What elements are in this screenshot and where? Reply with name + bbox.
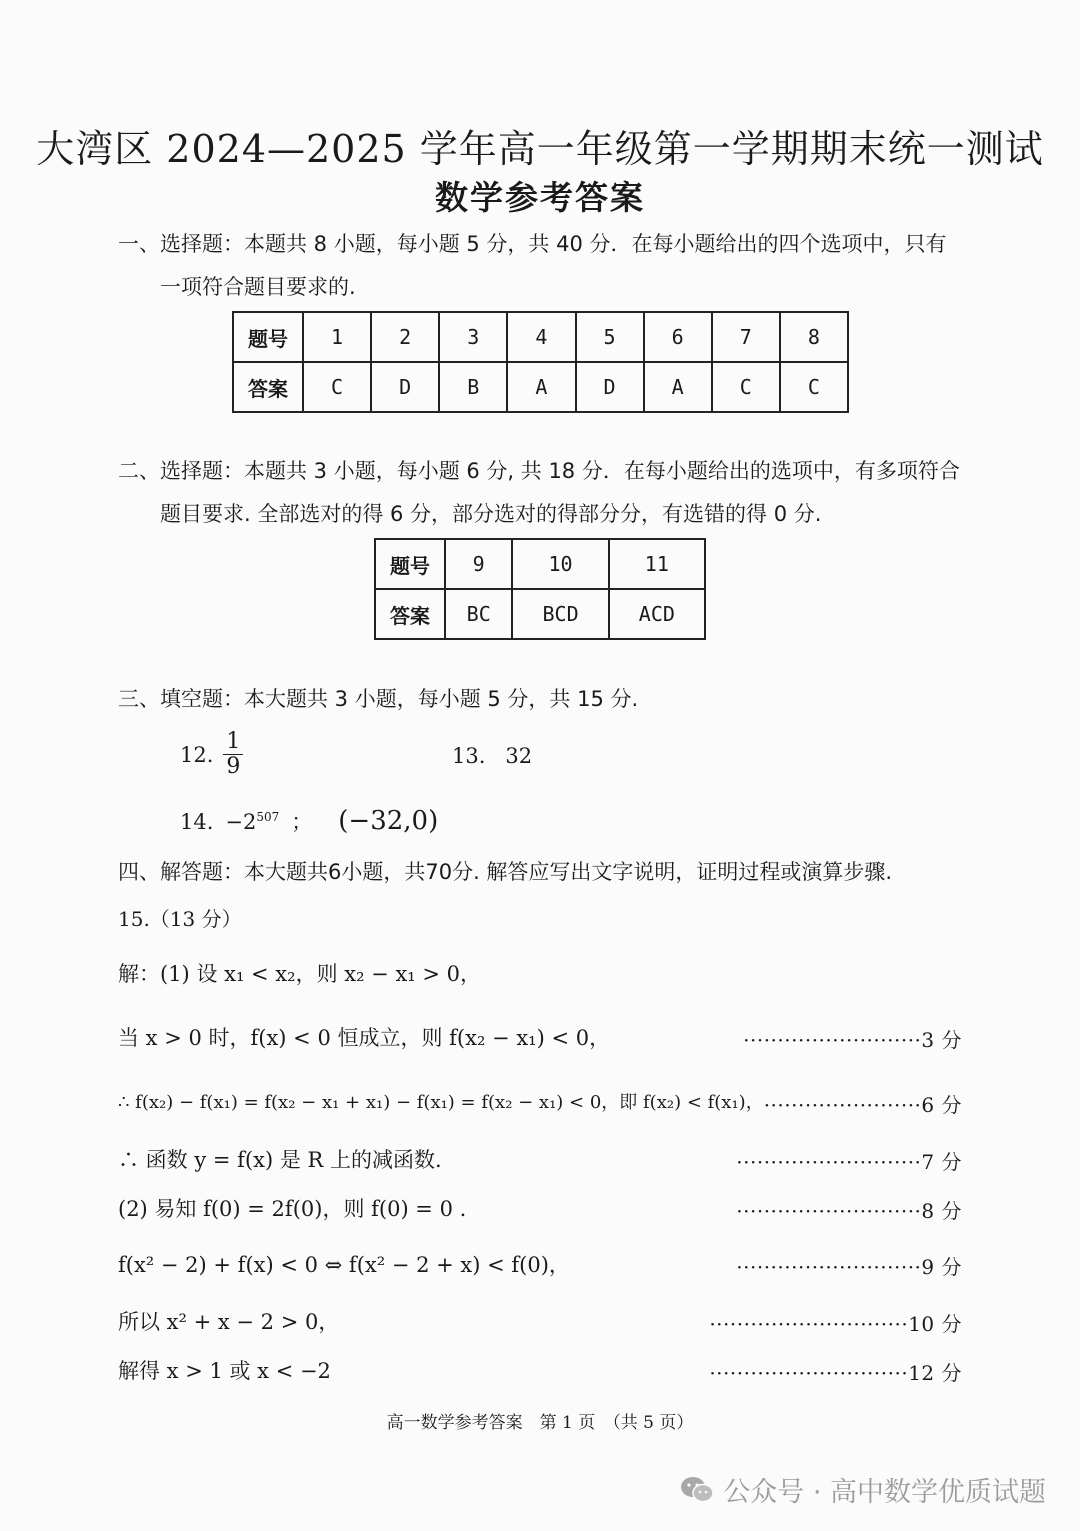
solution-step: 解得 x > 1 或 x < −2 (118, 1359, 331, 1383)
table-cell: 1 (303, 312, 371, 362)
score-points: ·····························10 分 (709, 1312, 962, 1336)
solution-step: ∴ 函数 y = f(x) 是 R 上的减函数. (118, 1148, 442, 1172)
table-row (233, 362, 848, 412)
answer-14-label: 14. (180, 810, 214, 834)
table-cell: B (439, 362, 507, 412)
table-row-label: 答案 (375, 589, 445, 639)
question-15-header: 15.（13 分） (118, 907, 242, 931)
table-cell: 3 (439, 312, 507, 362)
table-cell: A (507, 362, 575, 412)
watermark-text: 公众号 · 高中数学优质试题 (723, 1477, 1046, 1508)
score-points: ···························7 分 (736, 1150, 962, 1174)
table-cell: 9 (445, 539, 512, 589)
solution-step: f(x² − 2) + f(x) < 0 ⇔ f(x² − 2 + x) < f(0)， (118, 1253, 570, 1277)
table-cell: D (576, 362, 644, 412)
table-cell: BC (445, 589, 512, 639)
document-title: 大湾区 2024—2025 学年高一年级第一学期期末统一测试 (36, 127, 1044, 171)
fraction-numerator: 1 (223, 730, 243, 755)
table-cell: 8 (780, 312, 848, 362)
solution-step: (2) 易知 f(0) = 2f(0)，则 f(0) = 0 . (118, 1197, 467, 1221)
section2-intro-line1: 二、选择题：本题共 3 小题，每小题 6 分, 共 18 分．在每小题给出的选项中，有多项符合 (118, 459, 960, 483)
answer-14 (180, 806, 438, 836)
table-cell: D (371, 362, 439, 412)
table-row-label: 答案 (233, 362, 303, 412)
table-row (233, 312, 848, 362)
solution-step: 所以 x² + x − 2 > 0， (118, 1310, 340, 1334)
section1-intro-line2: 一项符合题目要求的. (160, 275, 356, 299)
table-cell: BCD (512, 589, 608, 639)
table-row-label: 题号 (233, 312, 303, 362)
answer-12 (180, 730, 243, 779)
section2-answer-table (374, 538, 706, 640)
answer-12-label: 12. (180, 742, 214, 767)
section1-intro-line1: 一、选择题：本题共 8 小题，每小题 5 分，共 40 分．在每小题给出的四个选项中，只有 (118, 232, 947, 256)
fraction-denominator: 9 (226, 754, 241, 779)
answer-14-value (225, 810, 279, 834)
table-cell: 10 (512, 539, 608, 589)
table-cell: 7 (712, 312, 780, 362)
table-row (375, 539, 705, 589)
section4-intro: 四、解答题：本大题共6小题，共70分. 解答应写出文字说明，证明过程或演算步骤. (118, 860, 893, 884)
table-cell: 2 (371, 312, 439, 362)
score-points: ···························8 分 (736, 1199, 962, 1223)
score-points: ·····························12 分 (709, 1361, 962, 1385)
score-points: ·······················6 分 (763, 1093, 962, 1117)
solution-step: 解：(1) 设 x₁ < x₂，则 x₂ − x₁ > 0， (118, 962, 482, 986)
answer-12-fraction (223, 730, 243, 779)
table-cell: 11 (609, 539, 705, 589)
section1-answer-table (232, 311, 849, 413)
section2-intro-line2: 题目要求. 全部选对的得 6 分，部分选对的得部分分，有选错的得 0 分. (160, 502, 822, 526)
section3-intro: 三、填空题：本大题共 3 小题，每小题 5 分，共 15 分. (118, 687, 639, 711)
table-cell: C (712, 362, 780, 412)
wechat-icon (679, 1475, 715, 1505)
answer-14-base: −2 (225, 810, 257, 834)
table-cell: A (644, 362, 712, 412)
solution-step: ∴ f(x₂) − f(x₁) = f(x₂ − x₁ + x₁) − f(x₁) = f(x₂ − x₁) < 0，即 f(x₂) < f(x₁)， (118, 1092, 764, 1113)
solution-step: 当 x > 0 时，f(x) < 0 恒成立，则 f(x₂ − x₁) < 0， (118, 1026, 611, 1050)
table-row (375, 589, 705, 639)
table-row-label: 题号 (375, 539, 445, 589)
table-cell: C (780, 362, 848, 412)
score-points: ··························3 分 (743, 1028, 962, 1052)
table-cell: 5 (576, 312, 644, 362)
score-points: ···························9 分 (736, 1255, 962, 1279)
answer-14-separator: ； (291, 810, 313, 834)
table-cell: C (303, 362, 371, 412)
table-cell: ACD (609, 589, 705, 639)
document-subtitle: 数学参考答案 (435, 178, 645, 217)
watermark (679, 1470, 1046, 1509)
table-cell: 4 (507, 312, 575, 362)
answer-13: 13. 32 (452, 744, 533, 768)
table-cell: 6 (644, 312, 712, 362)
page-footer: 高一数学参考答案 第 1 页 （共 5 页） (386, 1413, 694, 1433)
answer-14-exponent: 507 (256, 810, 280, 824)
answer-14-interval: (−32,0) (338, 806, 439, 836)
